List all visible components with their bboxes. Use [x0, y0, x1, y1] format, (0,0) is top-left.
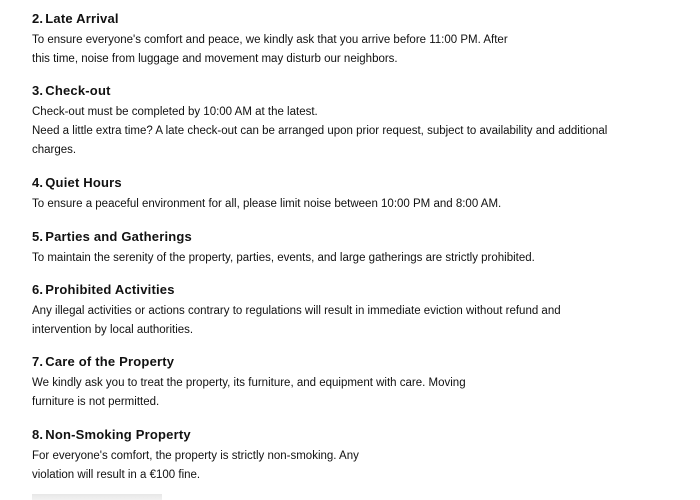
section-prohibited-activities: [32, 282, 652, 340]
body-line: this time, noise from luggage and movement may disturb our neighbors.: [32, 53, 398, 65]
section-title: Quiet Hours: [45, 175, 122, 190]
section-body: [32, 103, 652, 160]
section-heading: [32, 354, 652, 369]
section-body: [32, 249, 652, 268]
body-line: To ensure a peaceful environment for all, please limit noise between 10:00 PM and 8:00 AM.: [32, 198, 502, 210]
section-heading: [32, 282, 652, 297]
section-title: Non-Smoking Property: [45, 427, 191, 442]
section-title: Parties and Gatherings: [45, 229, 192, 244]
section-body: [32, 31, 652, 69]
section-number: 3.: [32, 83, 44, 98]
body-line: We kindly ask you to treat the property, its furniture, and equipment with care. Moving: [32, 377, 466, 389]
body-line: To maintain the serenity of the property, parties, events, and large gatherings are strictly prohibited.: [32, 252, 535, 264]
body-line: For everyone's comfort, the property is strictly non-smoking. Any: [32, 450, 359, 462]
section-heading: [32, 229, 652, 244]
body-line: violation will result in a €100 fine.: [32, 469, 201, 481]
section-title: Care of the Property: [45, 354, 175, 369]
section-number: 4.: [32, 175, 44, 190]
section-body: [32, 447, 652, 485]
section-non-smoking: [32, 427, 652, 485]
section-title: Prohibited Activities: [45, 282, 175, 297]
section-title: Check-out: [45, 83, 111, 98]
body-line: Check-out must be completed by 10:00 AM at the latest.: [32, 106, 318, 118]
body-line: Need a little extra time? A late check-out can be arranged upon prior request, subject to availability and additional: [32, 125, 608, 137]
section-number: 2.: [32, 11, 44, 26]
section-late-arrival: [32, 11, 652, 69]
body-line: intervention by local authorities.: [32, 324, 194, 336]
section-body: [32, 302, 652, 340]
section-title: Late Arrival: [45, 11, 119, 26]
section-heading: [32, 427, 652, 442]
body-line: charges.: [32, 144, 77, 156]
section-number: 7.: [32, 354, 44, 369]
section-number: 5.: [32, 229, 44, 244]
body-line: furniture is not permitted.: [32, 396, 160, 408]
section-quiet-hours: [32, 175, 652, 214]
section-check-out: [32, 83, 652, 160]
section-parties-gatherings: [32, 229, 652, 268]
section-body: [32, 195, 652, 214]
next-section-cutoff: [32, 494, 162, 500]
section-care-of-property: [32, 354, 652, 412]
section-heading: [32, 11, 652, 26]
section-heading: [32, 175, 652, 190]
body-line: Any illegal activities or actions contrary to regulations will result in immediate eviction without refund and: [32, 305, 561, 317]
section-body: [32, 374, 652, 412]
section-heading: [32, 83, 652, 98]
section-number: 6.: [32, 282, 44, 297]
section-number: 8.: [32, 427, 44, 442]
body-line: To ensure everyone's comfort and peace, we kindly ask that you arrive before 11:00 PM. After: [32, 34, 508, 46]
